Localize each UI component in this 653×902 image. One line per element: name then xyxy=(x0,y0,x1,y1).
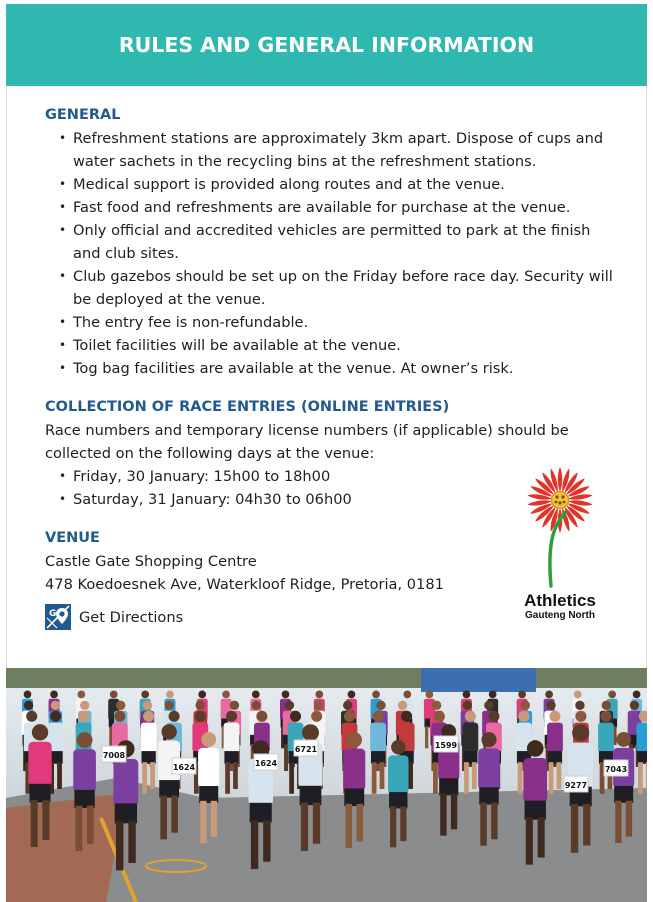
map-pin-icon xyxy=(45,604,71,630)
general-item: • Fast food and refreshments are available for purchase at the venue. xyxy=(57,196,620,219)
collection-intro: Race numbers and temporary license numbers (if applicable) should be collected on the following days at the venue: xyxy=(45,422,569,462)
bib-number: 6721 xyxy=(294,745,318,754)
logo-subtitle: Gauteng North xyxy=(525,610,595,621)
collection-item: • Saturday, 31 January: 04h30 to 06h00 xyxy=(57,488,620,511)
general-item: • Club gazebos should be set up on the Friday before race day. Security will be deployed at the venue. xyxy=(57,265,620,311)
general-heading: GENERAL xyxy=(45,107,121,123)
general-item: • The entry fee is non-refundable. xyxy=(57,311,620,334)
general-item: • Medical support is provided along routes and at the venue. xyxy=(57,173,620,196)
venue-name: Castle Gate Shopping Centre xyxy=(45,553,257,570)
header-banner xyxy=(6,4,647,86)
bib-number: 1624 xyxy=(254,759,278,768)
bib-number: 9277 xyxy=(564,781,588,790)
venue-address: 478 Koedoesnek Ave, Waterkloof Ridge, Pretoria, 0181 xyxy=(45,576,444,593)
venue-heading: VENUE xyxy=(45,530,100,546)
runners-photo-image xyxy=(6,668,647,902)
bib-number: 1599 xyxy=(434,741,458,750)
collection-item: • Friday, 30 January: 15h00 to 18h00 xyxy=(57,465,620,488)
general-item: • Refreshment stations are approximately 3km apart. Dispose of cups and water sachets in the recycling bins at the refreshment stations. xyxy=(57,127,620,173)
page-title: RULES AND GENERAL INFORMATION xyxy=(118,33,535,57)
petal-shape xyxy=(558,467,563,492)
general-list xyxy=(57,127,620,380)
bib-number: 7043 xyxy=(604,765,628,774)
athletics-gauteng-north-logo xyxy=(505,462,615,630)
general-item: • Toilet facilities will be available at the venue. xyxy=(57,334,620,357)
bib-number: 1624 xyxy=(172,763,196,772)
svg-text:G: G xyxy=(49,609,57,619)
flower-logo-icon xyxy=(520,462,600,590)
general-item: • Tog bag facilities are available at the venue. At owner’s risk. xyxy=(57,357,620,380)
collection-heading: COLLECTION OF RACE ENTRIES (ONLINE ENTRIES) xyxy=(45,399,450,415)
general-item: • Only official and accredited vehicles are permitted to park at the finish and club sites. xyxy=(57,219,620,265)
bib-number: 7008 xyxy=(102,751,126,760)
race-photo xyxy=(6,668,647,902)
logo-name: Athletics xyxy=(524,591,596,610)
get-directions-label: Get Directions xyxy=(79,608,184,626)
